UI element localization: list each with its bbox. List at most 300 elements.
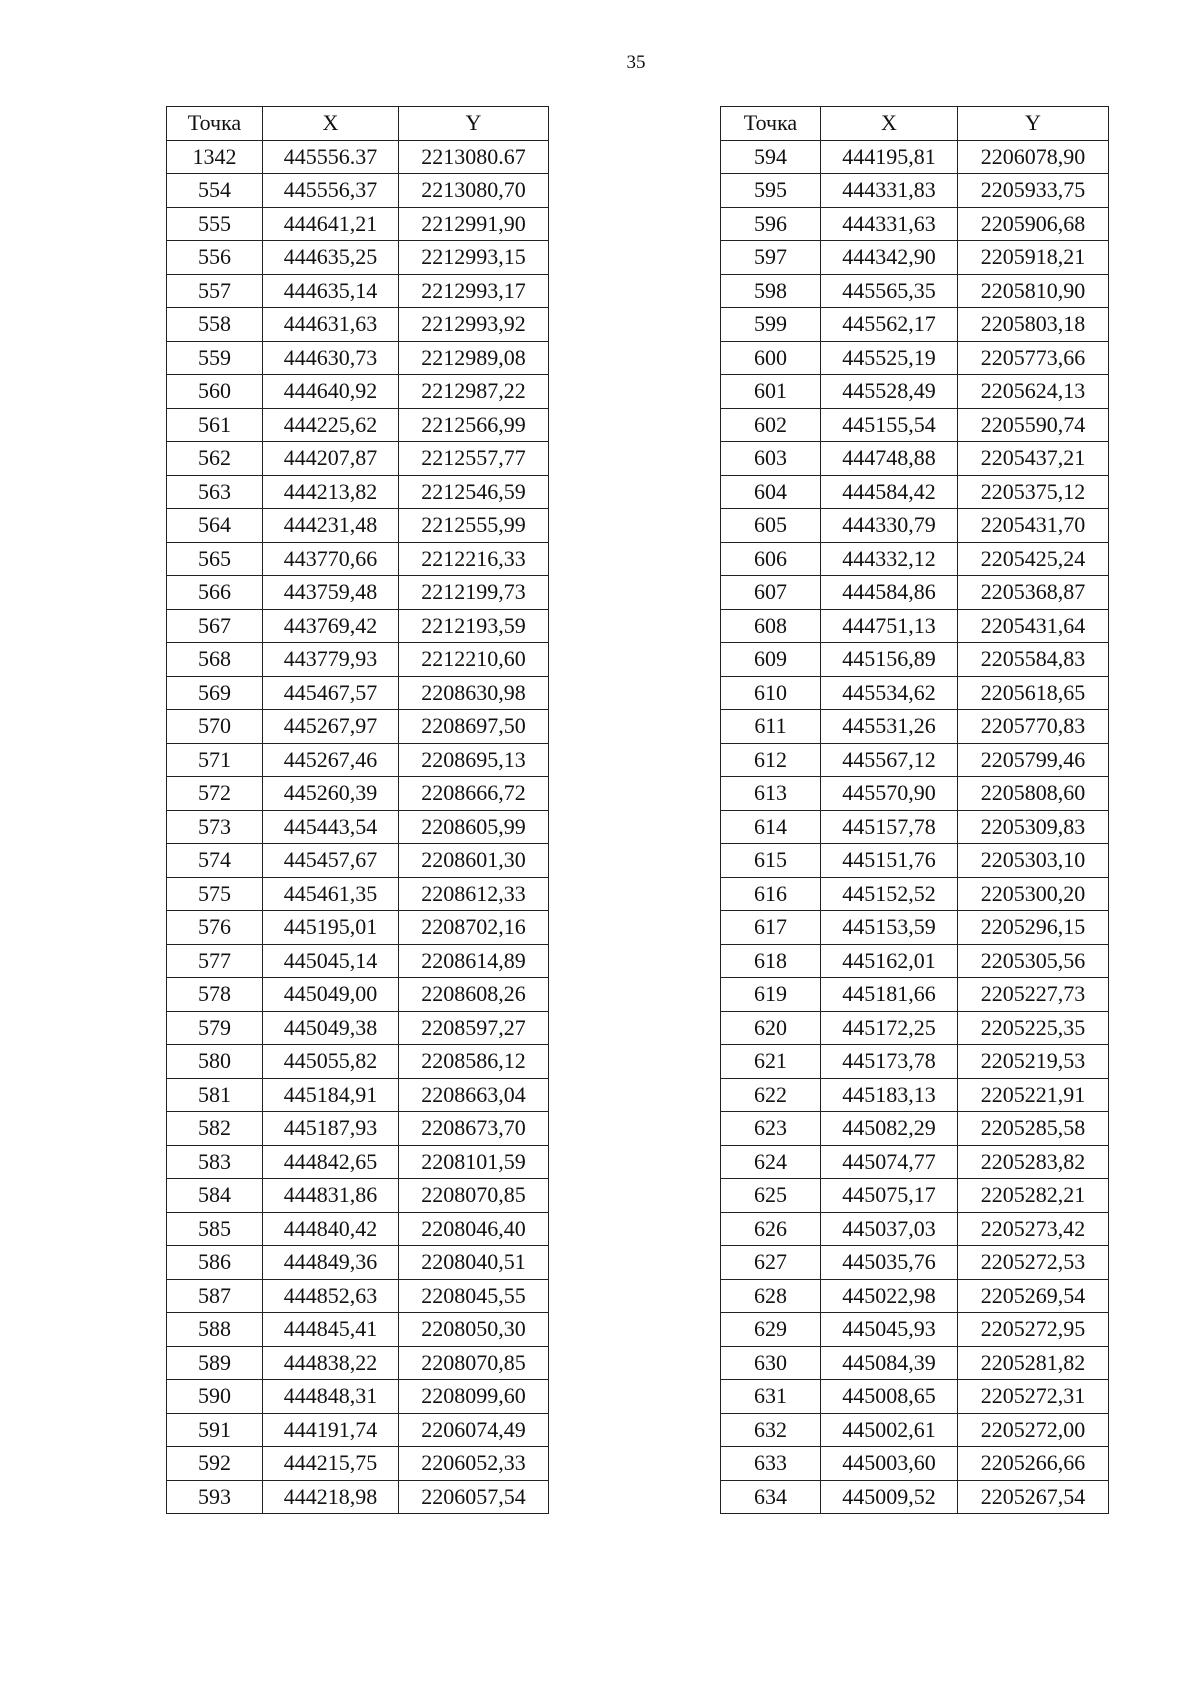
x-coordinate-cell: 444195,81 xyxy=(821,140,958,174)
table-row xyxy=(721,408,1109,442)
table-row xyxy=(721,375,1109,409)
point-number-cell: 613 xyxy=(721,777,821,811)
x-coordinate-cell: 445009,52 xyxy=(821,1480,958,1514)
y-coordinate-cell: 2206052,33 xyxy=(399,1447,549,1481)
y-coordinate-cell: 2208673,70 xyxy=(399,1112,549,1146)
x-coordinate-cell: 445556.37 xyxy=(263,140,399,174)
x-coordinate-cell: 445457,67 xyxy=(263,844,399,878)
y-coordinate-cell: 2208070,85 xyxy=(399,1179,549,1213)
point-number-cell: 620 xyxy=(721,1011,821,1045)
table-row xyxy=(167,944,549,978)
table-row xyxy=(167,1179,549,1213)
y-coordinate-cell: 2208702,16 xyxy=(399,911,549,945)
y-coordinate-cell: 2212987,22 xyxy=(399,375,549,409)
table-row xyxy=(167,1112,549,1146)
x-coordinate-cell: 445155,54 xyxy=(821,408,958,442)
point-number-cell: 559 xyxy=(167,341,263,375)
table-row xyxy=(167,576,549,610)
x-coordinate-cell: 445045,14 xyxy=(263,944,399,978)
table-row xyxy=(721,1313,1109,1347)
point-number-cell: 628 xyxy=(721,1279,821,1313)
y-coordinate-cell: 2208601,30 xyxy=(399,844,549,878)
table-row xyxy=(721,207,1109,241)
y-coordinate-cell: 2212993,92 xyxy=(399,308,549,342)
table-row xyxy=(167,609,549,643)
table-row xyxy=(721,676,1109,710)
y-coordinate-cell: 2205305,56 xyxy=(958,944,1109,978)
table-row xyxy=(167,174,549,208)
y-coordinate-cell: 2205272,53 xyxy=(958,1246,1109,1280)
table-row xyxy=(167,1480,549,1514)
x-coordinate-cell: 445172,25 xyxy=(821,1011,958,1045)
table-row xyxy=(721,1078,1109,1112)
table-row xyxy=(721,743,1109,777)
y-coordinate-cell: 2205437,21 xyxy=(958,442,1109,476)
x-coordinate-cell: 444748,88 xyxy=(821,442,958,476)
table-row xyxy=(721,1246,1109,1280)
y-coordinate-cell: 2205221,91 xyxy=(958,1078,1109,1112)
table-row xyxy=(721,1011,1109,1045)
table-row xyxy=(721,274,1109,308)
x-coordinate-cell: 445049,38 xyxy=(263,1011,399,1045)
y-coordinate-cell: 2212989,08 xyxy=(399,341,549,375)
table-row xyxy=(721,475,1109,509)
point-number-cell: 592 xyxy=(167,1447,263,1481)
table-row xyxy=(721,1380,1109,1414)
y-coordinate-cell: 2205269,54 xyxy=(958,1279,1109,1313)
y-coordinate-cell: 2205283,82 xyxy=(958,1145,1109,1179)
table-row xyxy=(167,1313,549,1347)
x-coordinate-cell: 445187,93 xyxy=(263,1112,399,1146)
table-row xyxy=(721,542,1109,576)
y-coordinate-cell: 2205918,21 xyxy=(958,241,1109,275)
table-row xyxy=(721,1447,1109,1481)
point-number-cell: 607 xyxy=(721,576,821,610)
x-coordinate-cell: 445045,93 xyxy=(821,1313,958,1347)
point-number-cell: 626 xyxy=(721,1212,821,1246)
point-number-cell: 624 xyxy=(721,1145,821,1179)
table-row xyxy=(721,442,1109,476)
point-number-cell: 569 xyxy=(167,676,263,710)
point-number-cell: 565 xyxy=(167,542,263,576)
point-number-cell: 591 xyxy=(167,1413,263,1447)
x-coordinate-cell: 445055,82 xyxy=(263,1045,399,1079)
y-coordinate-cell: 2208695,13 xyxy=(399,743,549,777)
point-number-cell: 566 xyxy=(167,576,263,610)
x-coordinate-cell: 445556,37 xyxy=(263,174,399,208)
x-coordinate-cell: 444842,65 xyxy=(263,1145,399,1179)
x-coordinate-cell: 444218,98 xyxy=(263,1480,399,1514)
y-coordinate-cell: 2205282,21 xyxy=(958,1179,1109,1213)
point-number-cell: 616 xyxy=(721,877,821,911)
point-number-cell: 577 xyxy=(167,944,263,978)
table-row xyxy=(167,475,549,509)
point-number-cell: 561 xyxy=(167,408,263,442)
y-coordinate-cell: 2205281,82 xyxy=(958,1346,1109,1380)
x-coordinate-cell: 444630,73 xyxy=(263,341,399,375)
y-coordinate-cell: 2205803,18 xyxy=(958,308,1109,342)
y-coordinate-cell: 2205810,90 xyxy=(958,274,1109,308)
x-coordinate-cell: 443769,42 xyxy=(263,609,399,643)
y-coordinate-cell: 2208666,72 xyxy=(399,777,549,811)
point-number-cell: 630 xyxy=(721,1346,821,1380)
table-row xyxy=(167,241,549,275)
x-coordinate-cell: 445082,29 xyxy=(821,1112,958,1146)
point-number-cell: 609 xyxy=(721,643,821,677)
point-number-cell: 596 xyxy=(721,207,821,241)
point-number-cell: 597 xyxy=(721,241,821,275)
x-coordinate-cell: 445035,76 xyxy=(821,1246,958,1280)
y-coordinate-cell: 2205219,53 xyxy=(958,1045,1109,1079)
y-coordinate-cell: 2208663,04 xyxy=(399,1078,549,1112)
table-row xyxy=(721,576,1109,610)
x-coordinate-cell: 444641,21 xyxy=(263,207,399,241)
table-row xyxy=(721,643,1109,677)
column-header-y: Y xyxy=(958,107,1109,141)
table-row xyxy=(167,1447,549,1481)
table-row xyxy=(167,509,549,543)
point-number-cell: 606 xyxy=(721,542,821,576)
point-number-cell: 575 xyxy=(167,877,263,911)
x-coordinate-cell: 445195,01 xyxy=(263,911,399,945)
point-number-cell: 634 xyxy=(721,1480,821,1514)
y-coordinate-cell: 2205273,42 xyxy=(958,1212,1109,1246)
y-coordinate-cell: 2205906,68 xyxy=(958,207,1109,241)
point-number-cell: 578 xyxy=(167,978,263,1012)
table-row xyxy=(167,542,549,576)
point-number-cell: 602 xyxy=(721,408,821,442)
y-coordinate-cell: 2208101,59 xyxy=(399,1145,549,1179)
y-coordinate-cell: 2205773,66 xyxy=(958,341,1109,375)
y-coordinate-cell: 2208040,51 xyxy=(399,1246,549,1280)
table-row xyxy=(167,810,549,844)
table-row xyxy=(167,877,549,911)
y-coordinate-cell: 2206078,90 xyxy=(958,140,1109,174)
y-coordinate-cell: 2208605,99 xyxy=(399,810,549,844)
y-coordinate-cell: 2208070,85 xyxy=(399,1346,549,1380)
y-coordinate-cell: 2205300,20 xyxy=(958,877,1109,911)
table-row xyxy=(721,978,1109,1012)
table-row xyxy=(721,140,1109,174)
y-coordinate-cell: 2206057,54 xyxy=(399,1480,549,1514)
table-row xyxy=(167,777,549,811)
point-number-cell: 621 xyxy=(721,1045,821,1079)
y-coordinate-cell: 2205425,24 xyxy=(958,542,1109,576)
x-coordinate-cell: 444848,31 xyxy=(263,1380,399,1414)
point-number-cell: 595 xyxy=(721,174,821,208)
page-number: 35 xyxy=(626,52,646,73)
table-body-left xyxy=(167,140,549,1514)
y-coordinate-cell: 2208046,40 xyxy=(399,1212,549,1246)
y-coordinate-cell: 2212216,33 xyxy=(399,542,549,576)
point-number-cell: 582 xyxy=(167,1112,263,1146)
point-number-cell: 574 xyxy=(167,844,263,878)
x-coordinate-cell: 445260,39 xyxy=(263,777,399,811)
point-number-cell: 603 xyxy=(721,442,821,476)
y-coordinate-cell: 2205933,75 xyxy=(958,174,1109,208)
point-number-cell: 627 xyxy=(721,1246,821,1280)
y-coordinate-cell: 2208608,26 xyxy=(399,978,549,1012)
point-number-cell: 625 xyxy=(721,1179,821,1213)
point-number-cell: 555 xyxy=(167,207,263,241)
x-coordinate-cell: 445184,91 xyxy=(263,1078,399,1112)
point-number-cell: 600 xyxy=(721,341,821,375)
table-row xyxy=(721,509,1109,543)
y-coordinate-cell: 2205375,12 xyxy=(958,475,1109,509)
y-coordinate-cell: 2205799,46 xyxy=(958,743,1109,777)
y-coordinate-cell: 2208597,27 xyxy=(399,1011,549,1045)
coordinates-table-right xyxy=(720,106,1109,1514)
y-coordinate-cell: 2205272,00 xyxy=(958,1413,1109,1447)
table-row xyxy=(721,174,1109,208)
point-number-cell: 589 xyxy=(167,1346,263,1380)
point-number-cell: 556 xyxy=(167,241,263,275)
y-coordinate-cell: 2212555,99 xyxy=(399,509,549,543)
y-coordinate-cell: 2208697,50 xyxy=(399,710,549,744)
x-coordinate-cell: 445157,78 xyxy=(821,810,958,844)
y-coordinate-cell: 2206074,49 xyxy=(399,1413,549,1447)
x-coordinate-cell: 444640,92 xyxy=(263,375,399,409)
y-coordinate-cell: 2208586,12 xyxy=(399,1045,549,1079)
point-number-cell: 581 xyxy=(167,1078,263,1112)
y-coordinate-cell: 2205618,65 xyxy=(958,676,1109,710)
x-coordinate-cell: 444831,86 xyxy=(263,1179,399,1213)
point-number-cell: 571 xyxy=(167,743,263,777)
x-coordinate-cell: 444207,87 xyxy=(263,442,399,476)
table-row xyxy=(167,274,549,308)
table-row xyxy=(721,1279,1109,1313)
x-coordinate-cell: 444584,86 xyxy=(821,576,958,610)
point-number-cell: 580 xyxy=(167,1045,263,1079)
y-coordinate-cell: 2212991,90 xyxy=(399,207,549,241)
y-coordinate-cell: 2205309,83 xyxy=(958,810,1109,844)
y-coordinate-cell: 2208099,60 xyxy=(399,1380,549,1414)
x-coordinate-cell: 444215,75 xyxy=(263,1447,399,1481)
x-coordinate-cell: 445565,35 xyxy=(821,274,958,308)
y-coordinate-cell: 2205272,31 xyxy=(958,1380,1109,1414)
point-number-cell: 585 xyxy=(167,1212,263,1246)
table-row xyxy=(167,308,549,342)
point-number-cell: 632 xyxy=(721,1413,821,1447)
table-row xyxy=(167,1011,549,1045)
y-coordinate-cell: 2205431,64 xyxy=(958,609,1109,643)
table-row xyxy=(721,241,1109,275)
y-coordinate-cell: 2208612,33 xyxy=(399,877,549,911)
point-number-cell: 570 xyxy=(167,710,263,744)
x-coordinate-cell: 445153,59 xyxy=(821,911,958,945)
point-number-cell: 618 xyxy=(721,944,821,978)
table-row xyxy=(167,1212,549,1246)
point-number-cell: 590 xyxy=(167,1380,263,1414)
table-row xyxy=(721,1145,1109,1179)
point-number-cell: 593 xyxy=(167,1480,263,1514)
table-row xyxy=(721,944,1109,978)
x-coordinate-cell: 445534,62 xyxy=(821,676,958,710)
table-row xyxy=(167,743,549,777)
x-coordinate-cell: 445037,03 xyxy=(821,1212,958,1246)
table-header-row xyxy=(721,107,1109,141)
y-coordinate-cell: 2212993,15 xyxy=(399,241,549,275)
column-header-x: X xyxy=(263,107,399,141)
point-number-cell: 598 xyxy=(721,274,821,308)
point-number-cell: 554 xyxy=(167,174,263,208)
y-coordinate-cell: 2213080.67 xyxy=(399,140,549,174)
column-header-x: X xyxy=(821,107,958,141)
point-number-cell: 573 xyxy=(167,810,263,844)
column-header-y: Y xyxy=(399,107,549,141)
x-coordinate-cell: 445074,77 xyxy=(821,1145,958,1179)
point-number-cell: 562 xyxy=(167,442,263,476)
y-coordinate-cell: 2205272,95 xyxy=(958,1313,1109,1347)
table-row xyxy=(167,1346,549,1380)
table-row xyxy=(167,408,549,442)
point-number-cell: 605 xyxy=(721,509,821,543)
point-number-cell: 610 xyxy=(721,676,821,710)
point-number-cell: 572 xyxy=(167,777,263,811)
point-number-cell: 563 xyxy=(167,475,263,509)
y-coordinate-cell: 2205303,10 xyxy=(958,844,1109,878)
y-coordinate-cell: 2205285,58 xyxy=(958,1112,1109,1146)
table-row xyxy=(721,609,1109,643)
point-number-cell: 594 xyxy=(721,140,821,174)
x-coordinate-cell: 444849,36 xyxy=(263,1246,399,1280)
x-coordinate-cell: 445075,17 xyxy=(821,1179,958,1213)
table-row xyxy=(721,844,1109,878)
x-coordinate-cell: 444838,22 xyxy=(263,1346,399,1380)
table-row xyxy=(167,844,549,878)
x-coordinate-cell: 444331,83 xyxy=(821,174,958,208)
x-coordinate-cell: 443779,93 xyxy=(263,643,399,677)
table-row xyxy=(167,1045,549,1079)
table-header-row xyxy=(167,107,549,141)
point-number-cell: 557 xyxy=(167,274,263,308)
x-coordinate-cell: 445525,19 xyxy=(821,341,958,375)
table-row xyxy=(167,911,549,945)
x-coordinate-cell: 444332,12 xyxy=(821,542,958,576)
table-body-right xyxy=(721,140,1109,1514)
point-number-cell: 588 xyxy=(167,1313,263,1347)
x-coordinate-cell: 445152,52 xyxy=(821,877,958,911)
table-row xyxy=(721,777,1109,811)
y-coordinate-cell: 2212993,17 xyxy=(399,274,549,308)
y-coordinate-cell: 2205770,83 xyxy=(958,710,1109,744)
table-row xyxy=(167,375,549,409)
x-coordinate-cell: 444840,42 xyxy=(263,1212,399,1246)
point-number-cell: 584 xyxy=(167,1179,263,1213)
x-coordinate-cell: 445562,17 xyxy=(821,308,958,342)
table-row xyxy=(167,1413,549,1447)
point-number-cell: 579 xyxy=(167,1011,263,1045)
y-coordinate-cell: 2208050,30 xyxy=(399,1313,549,1347)
table-row xyxy=(721,1112,1109,1146)
table-row xyxy=(167,710,549,744)
table-row xyxy=(721,877,1109,911)
table-row xyxy=(167,341,549,375)
y-coordinate-cell: 2205266,66 xyxy=(958,1447,1109,1481)
point-number-cell: 599 xyxy=(721,308,821,342)
x-coordinate-cell: 445049,00 xyxy=(263,978,399,1012)
x-coordinate-cell: 445467,57 xyxy=(263,676,399,710)
x-coordinate-cell: 445567,12 xyxy=(821,743,958,777)
x-coordinate-cell: 445008,65 xyxy=(821,1380,958,1414)
table-row xyxy=(167,1078,549,1112)
point-number-cell: 631 xyxy=(721,1380,821,1414)
table-row xyxy=(167,978,549,1012)
table-row xyxy=(721,1480,1109,1514)
y-coordinate-cell: 2212546,59 xyxy=(399,475,549,509)
column-header-point: Точка xyxy=(721,107,821,141)
point-number-cell: 615 xyxy=(721,844,821,878)
x-coordinate-cell: 445267,97 xyxy=(263,710,399,744)
table-row xyxy=(167,1246,549,1280)
table-row xyxy=(721,710,1109,744)
table-row xyxy=(721,308,1109,342)
x-coordinate-cell: 444852,63 xyxy=(263,1279,399,1313)
x-coordinate-cell: 445443,54 xyxy=(263,810,399,844)
table-row xyxy=(167,1279,549,1313)
x-coordinate-cell: 445022,98 xyxy=(821,1279,958,1313)
table-row xyxy=(167,1145,549,1179)
table-row xyxy=(167,1380,549,1414)
y-coordinate-cell: 2205267,54 xyxy=(958,1480,1109,1514)
x-coordinate-cell: 444635,25 xyxy=(263,241,399,275)
x-coordinate-cell: 445002,61 xyxy=(821,1413,958,1447)
y-coordinate-cell: 2205624,13 xyxy=(958,375,1109,409)
y-coordinate-cell: 2205225,35 xyxy=(958,1011,1109,1045)
point-number-cell: 586 xyxy=(167,1246,263,1280)
point-number-cell: 587 xyxy=(167,1279,263,1313)
x-coordinate-cell: 445151,76 xyxy=(821,844,958,878)
point-number-cell: 617 xyxy=(721,911,821,945)
x-coordinate-cell: 444330,79 xyxy=(821,509,958,543)
x-coordinate-cell: 445528,49 xyxy=(821,375,958,409)
x-coordinate-cell: 445162,01 xyxy=(821,944,958,978)
table-row xyxy=(721,1212,1109,1246)
x-coordinate-cell: 444225,62 xyxy=(263,408,399,442)
point-number-cell: 560 xyxy=(167,375,263,409)
table-row xyxy=(167,676,549,710)
table-row xyxy=(167,207,549,241)
point-number-cell: 612 xyxy=(721,743,821,777)
x-coordinate-cell: 444331,63 xyxy=(821,207,958,241)
table-row xyxy=(721,341,1109,375)
y-coordinate-cell: 2213080,70 xyxy=(399,174,549,208)
point-number-cell: 622 xyxy=(721,1078,821,1112)
table-row xyxy=(721,911,1109,945)
y-coordinate-cell: 2205590,74 xyxy=(958,408,1109,442)
point-number-cell: 604 xyxy=(721,475,821,509)
y-coordinate-cell: 2208614,89 xyxy=(399,944,549,978)
x-coordinate-cell: 444231,48 xyxy=(263,509,399,543)
x-coordinate-cell: 444342,90 xyxy=(821,241,958,275)
y-coordinate-cell: 2212210,60 xyxy=(399,643,549,677)
x-coordinate-cell: 444631,63 xyxy=(263,308,399,342)
table-row xyxy=(167,442,549,476)
table-row xyxy=(721,1346,1109,1380)
table-row xyxy=(721,1179,1109,1213)
x-coordinate-cell: 445531,26 xyxy=(821,710,958,744)
x-coordinate-cell: 445084,39 xyxy=(821,1346,958,1380)
x-coordinate-cell: 443770,66 xyxy=(263,542,399,576)
point-number-cell: 623 xyxy=(721,1112,821,1146)
x-coordinate-cell: 445461,35 xyxy=(263,877,399,911)
x-coordinate-cell: 445570,90 xyxy=(821,777,958,811)
point-number-cell: 611 xyxy=(721,710,821,744)
x-coordinate-cell: 445156,89 xyxy=(821,643,958,677)
y-coordinate-cell: 2212199,73 xyxy=(399,576,549,610)
y-coordinate-cell: 2212193,59 xyxy=(399,609,549,643)
point-number-cell: 608 xyxy=(721,609,821,643)
